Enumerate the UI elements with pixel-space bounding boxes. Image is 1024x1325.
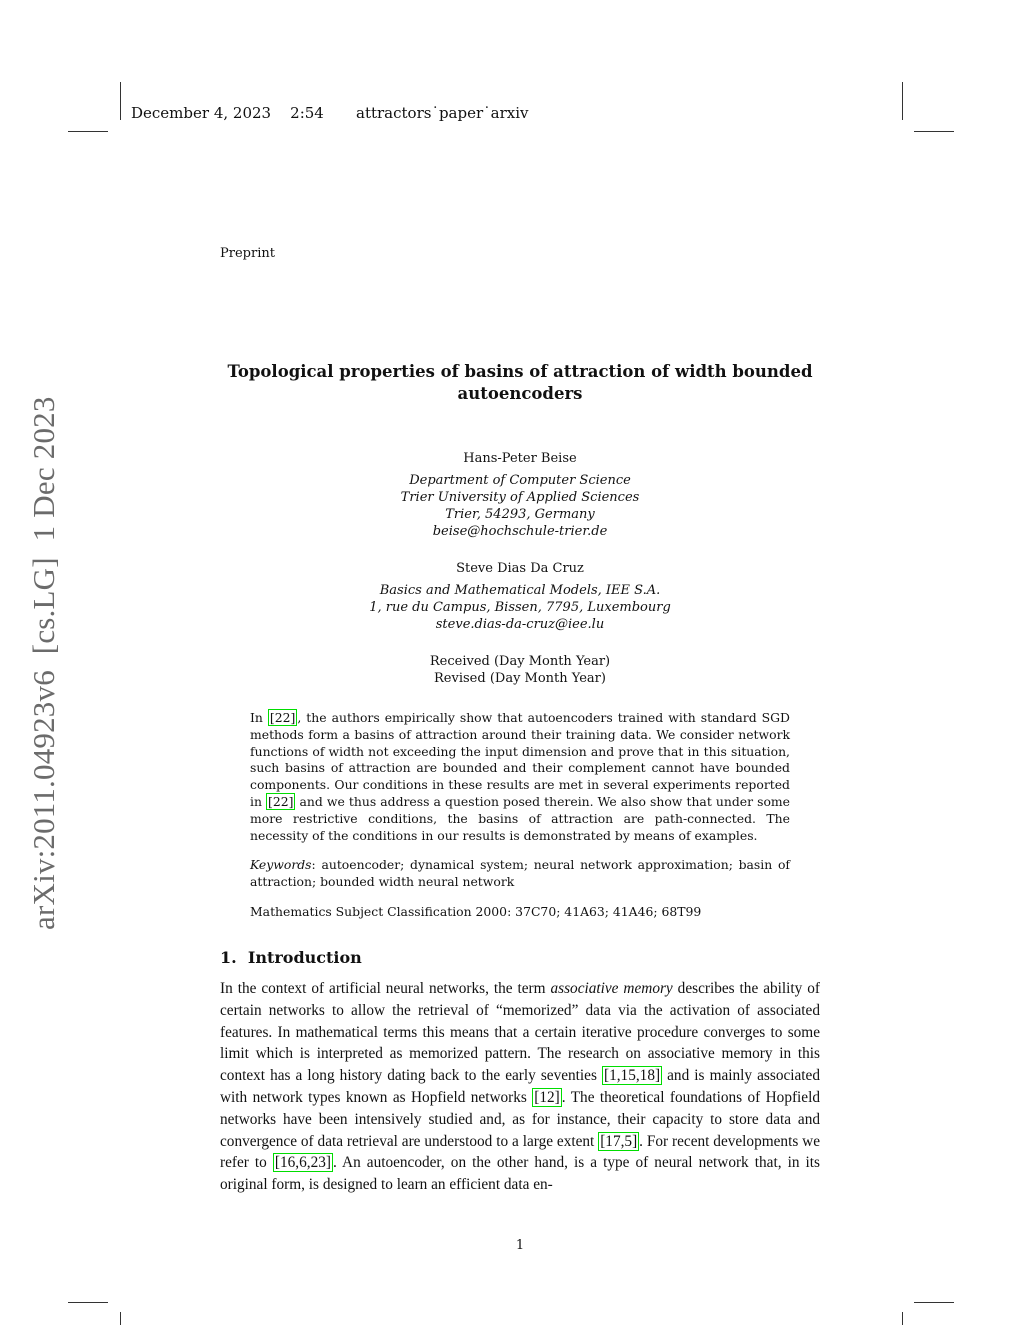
section-heading <box>220 948 362 967</box>
author-name: Hans-Peter Beise <box>463 451 577 466</box>
crop-mark <box>68 131 108 132</box>
citation-link[interactable]: [12] <box>534 1088 560 1106</box>
author-name: Steve Dias Da Cruz <box>456 561 584 576</box>
title-line-1: Topological properties of basins of attraction of width bounded <box>227 362 813 381</box>
author-block-1 <box>220 450 820 540</box>
crop-mark <box>914 1302 954 1303</box>
abstract <box>250 710 790 844</box>
introduction-paragraph <box>220 978 820 1196</box>
crop-mark <box>120 1312 121 1325</box>
keywords-text: : autoencoder; dynamical system; neural network approximation; basin of attraction; bounded width neural network <box>250 857 790 889</box>
revised-date: Revised (Day Month Year) <box>434 671 606 686</box>
abstract-text: In <box>250 710 268 725</box>
crop-mark <box>902 1312 903 1325</box>
paper-title <box>220 361 820 405</box>
body-text: . The theoretical foundations of Hopfield networks have been intensively studied and, as for instance, their capacity to store data and convergence of data retrieval are understood to a large extent <box>220 1088 820 1150</box>
preprint-label: Preprint <box>220 246 275 261</box>
section-number: 1. <box>220 948 237 967</box>
body-text: describes the ability of certain networks to allow the retrieval of “memorized” data via the activation of associated features. In mathematical terms this means that a certain iterative procedure converges to some limit which is interpreted as memorized pattern. The research on associative memory in this context has a long history dating back to the early seventies <box>220 980 820 1085</box>
author-affiliation-line: Trier University of Applied Sciences <box>400 490 640 505</box>
crop-mark <box>914 131 954 132</box>
keywords <box>250 857 790 891</box>
title-line-2: autoencoders <box>457 384 583 403</box>
author-email[interactable]: steve.dias-da-cruz@iee.lu <box>435 617 605 632</box>
citation-link[interactable]: [22] <box>268 793 294 809</box>
crop-mark <box>120 82 121 120</box>
emphasis-text: associative memory <box>550 980 673 997</box>
author-block-2 <box>220 560 820 633</box>
received-date: Received (Day Month Year) <box>429 654 611 669</box>
body-text: and is mainly associated with network types known as Hopfield networks <box>220 1067 820 1106</box>
keywords-label: Keywords <box>250 857 312 872</box>
crop-mark <box>902 82 903 120</box>
body-text: . An autoencoder, on the other hand, is a type of neural network that, in its original form, is designed to learn an efficient data en- <box>220 1154 820 1194</box>
body-text: . For recent developments we refer to <box>220 1132 821 1172</box>
abstract-text: , the authors empirically show that autoencoders trained with standard SGD methods form a basins of attraction around their training data. We consider network functions of width not exceeding the input dimension and prove that in this situation, such basins of attraction are bounded and their complement cannot have bounded components. Our conditions in these results are met in several experiments reported in <box>250 710 790 809</box>
header-date: December 4, 2023 2:54 <box>131 104 324 122</box>
citation-link[interactable]: [22] <box>269 710 296 725</box>
section-title: Introduction <box>247 948 362 967</box>
author-affiliation-line: Department of Computer Science <box>409 473 631 488</box>
received-revised-block <box>220 653 820 687</box>
crop-mark <box>68 1302 108 1303</box>
page-number: 1 <box>515 1238 525 1253</box>
author-affiliation-line: Trier, 54293, Germany <box>445 507 595 522</box>
author-email[interactable]: beise@hochschule-trier.de <box>432 524 608 539</box>
header-filename: attractors˙paper˙arxiv <box>356 104 529 122</box>
author-affiliation-line: 1, rue du Campus, Bissen, 7795, Luxembourg <box>369 600 671 615</box>
citation-link[interactable]: [17,5] <box>600 1132 638 1150</box>
author-affiliation-line: Basics and Mathematical Models, IEE S.A. <box>379 583 661 598</box>
arxiv-identifier-stamp: arXiv:2011.04923v6 [cs.LG] 1 Dec 2023 <box>26 396 61 930</box>
abstract-text: and we thus address a question posed therein. We also show that under some more restrictive conditions, the basins of attraction are path-connected. The necessity of the conditions in our results is demonstrated by means of examples. <box>250 793 790 843</box>
body-text: In the context of artificial neural networks, the term <box>220 980 551 997</box>
subject-classification: Mathematics Subject Classification 2000: 37C70; 41A63; 41A46; 68T99 <box>250 904 702 919</box>
citation-link[interactable]: [1,15,18] <box>603 1067 661 1085</box>
citation-link[interactable]: [16,6,23] <box>274 1154 331 1172</box>
